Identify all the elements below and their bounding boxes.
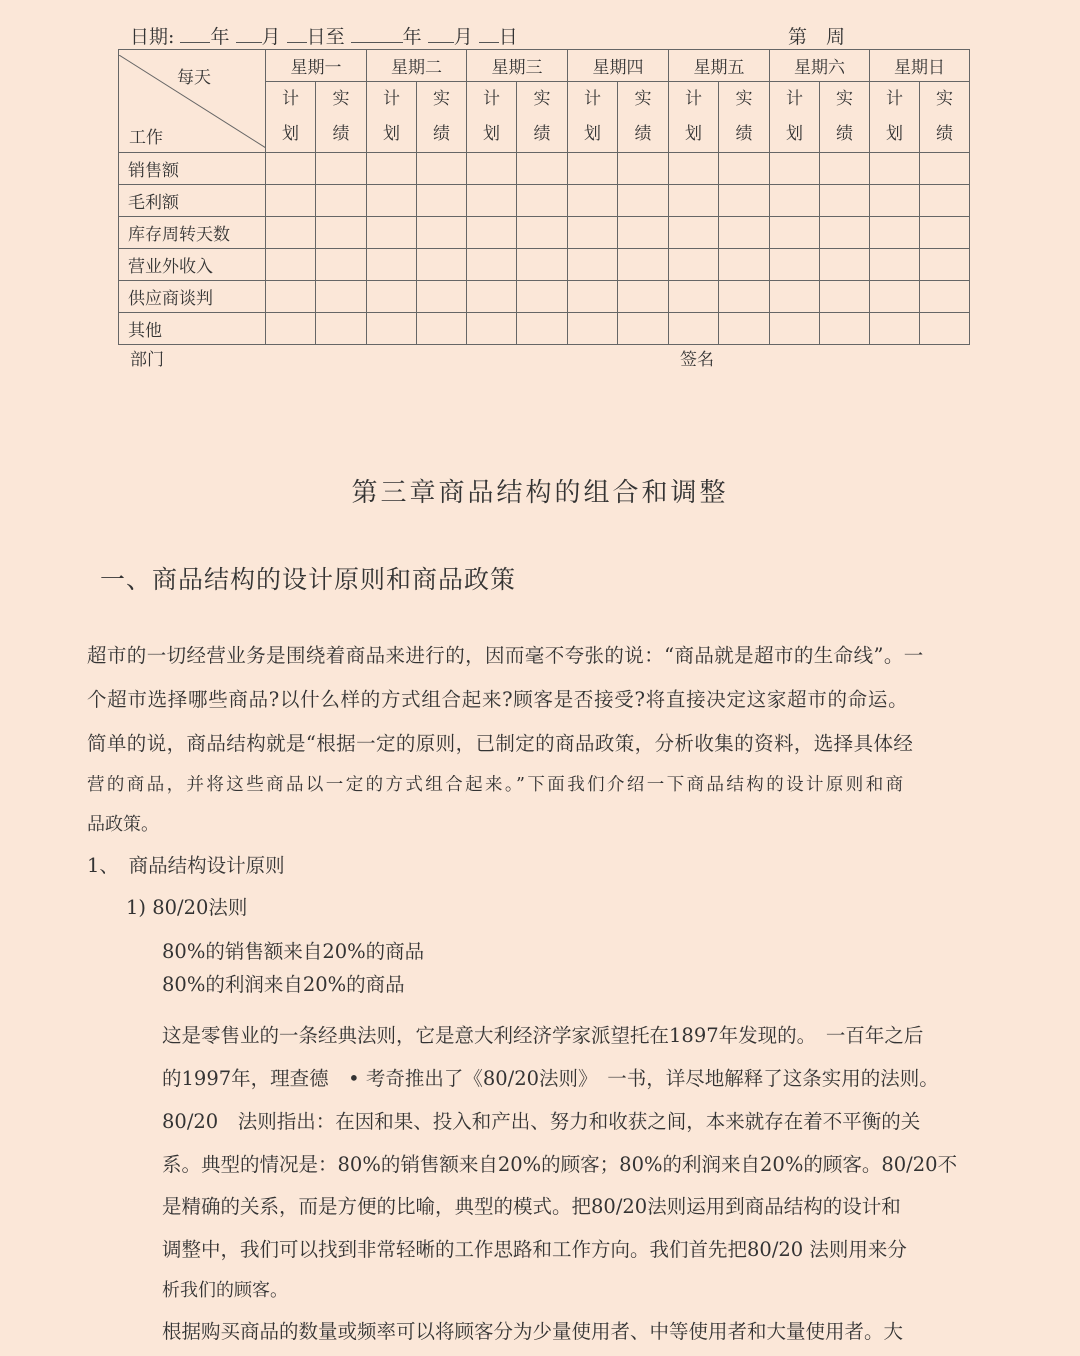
form-header	[130, 22, 518, 49]
intro-line: 品政策。	[87, 814, 159, 835]
entry-cell[interactable]	[367, 249, 417, 281]
plan-header	[467, 82, 517, 153]
body-line: 是精确的关系，而是方便的比喻，典型的模式。把80/20法则运用到商品结构的设计和	[162, 1195, 901, 1218]
day2-field[interactable]	[479, 28, 499, 43]
actual-top-char: 实	[936, 89, 953, 109]
plan-top-char: 计	[383, 89, 400, 109]
year-label: 年	[210, 26, 230, 48]
entry-cell[interactable]	[266, 217, 316, 249]
table-row	[119, 313, 970, 345]
intro-line: 超市的一切经营业务是围绕着商品来进行的，因而毫不夸张的说：“商品就是超市的生命线”。一	[87, 644, 924, 667]
entry-cell[interactable]	[870, 217, 920, 249]
row-label: 供应商谈判	[119, 281, 266, 313]
actual-header	[719, 82, 770, 153]
entry-cell[interactable]	[719, 313, 770, 345]
rule-line: 80%的销售额来自20%的商品	[162, 940, 425, 963]
entry-cell[interactable]	[266, 153, 316, 185]
day-header: 星期六	[770, 50, 870, 82]
entry-cell[interactable]	[618, 249, 669, 281]
entry-cell[interactable]	[417, 249, 467, 281]
row-label: 库存周转天数	[119, 217, 266, 249]
actual-header	[316, 82, 367, 153]
row-label: 销售额	[119, 153, 266, 185]
entry-cell[interactable]	[467, 281, 517, 313]
entry-cell[interactable]	[467, 185, 517, 217]
entry-cell[interactable]	[669, 313, 719, 345]
entry-cell[interactable]	[920, 217, 970, 249]
entry-cell[interactable]	[367, 313, 417, 345]
month2-field[interactable]	[428, 28, 454, 43]
entry-cell[interactable]	[568, 185, 618, 217]
day-header: 星期三	[467, 50, 568, 82]
plan-header	[568, 82, 618, 153]
entry-cell[interactable]	[920, 185, 970, 217]
day2-label: 日	[498, 26, 518, 48]
actual-bottom-char: 绩	[735, 124, 753, 144]
table-row	[119, 217, 970, 249]
body-line: 析我们的顾客。	[162, 1280, 288, 1301]
entry-cell[interactable]	[266, 281, 316, 313]
entry-cell[interactable]	[870, 281, 920, 313]
actual-header	[517, 82, 568, 153]
entry-cell[interactable]	[920, 313, 970, 345]
entry-cell[interactable]	[316, 153, 367, 185]
actual-header	[820, 82, 870, 153]
day-field[interactable]	[287, 28, 307, 43]
entry-cell[interactable]	[870, 153, 920, 185]
entry-cell[interactable]	[266, 249, 316, 281]
intro-line: 简单的说，商品结构就是“根据一定的原则，已制定的商品政策，分析收集的资料，选择具体经	[87, 732, 914, 755]
entry-cell[interactable]	[770, 313, 820, 345]
entry-cell[interactable]	[316, 281, 367, 313]
entry-cell[interactable]	[770, 185, 820, 217]
section-title: 一、商品结构的设计原则和商品政策	[100, 565, 517, 594]
entry-cell[interactable]	[820, 185, 870, 217]
sign-label: 签名	[680, 350, 714, 370]
actual-top-char: 实	[533, 89, 551, 109]
actual-bottom-char: 绩	[936, 124, 953, 144]
plan-header	[770, 82, 820, 153]
entry-cell[interactable]	[618, 185, 669, 217]
table-row	[119, 281, 970, 313]
entry-cell[interactable]	[316, 313, 367, 345]
intro-line: 营的商品，并将这些商品以一定的方式组合起来。”下面我们介绍一下商品结构的设计原则和商	[87, 775, 906, 795]
date-label: 日期:	[130, 26, 175, 48]
entry-cell[interactable]	[719, 153, 770, 185]
intro-line: 个超市选择哪些商品?以什么样的方式组合起来?顾客是否接受?将直接决定这家超市的命运。	[87, 688, 909, 711]
plan-bottom-char: 划	[786, 124, 803, 144]
actual-top-char: 实	[433, 89, 450, 109]
chapter-title: 第三章商品结构的组合和调整	[351, 478, 729, 508]
entry-cell[interactable]	[719, 185, 770, 217]
entry-cell[interactable]	[568, 153, 618, 185]
actual-bottom-char: 绩	[332, 124, 350, 144]
body-line: 的1997年，理查德 • 考奇推出了《80/20法则》 一书，详尽地解释了这条实用的法则。	[162, 1067, 939, 1090]
plan-top-char: 计	[786, 89, 803, 109]
entry-cell[interactable]	[820, 249, 870, 281]
entry-cell[interactable]	[417, 313, 467, 345]
subitem-heading: 1) 80/20法则	[126, 896, 248, 919]
table-row	[119, 185, 970, 217]
plan-bottom-char: 划	[483, 124, 500, 144]
entry-cell[interactable]	[517, 153, 568, 185]
entry-cell[interactable]	[568, 249, 618, 281]
entry-cell[interactable]	[517, 281, 568, 313]
rule-line: 80%的利润来自20%的商品	[162, 973, 405, 996]
entry-cell[interactable]	[770, 249, 820, 281]
row-label: 营业外收入	[119, 249, 266, 281]
row-label: 其他	[119, 313, 266, 345]
entry-cell[interactable]	[568, 217, 618, 249]
entry-cell[interactable]	[770, 153, 820, 185]
entry-cell[interactable]	[568, 313, 618, 345]
body-line: 这是零售业的一条经典法则，它是意大利经济学家派望托在1897年发现的。 一百年之后	[162, 1024, 924, 1047]
entry-cell[interactable]	[820, 217, 870, 249]
table-row	[119, 153, 970, 185]
entry-cell[interactable]	[316, 217, 367, 249]
year2-label: 年	[402, 26, 422, 48]
plan-bottom-char: 划	[886, 124, 903, 144]
entry-cell[interactable]	[467, 313, 517, 345]
entry-cell[interactable]	[417, 185, 467, 217]
entry-cell[interactable]	[719, 249, 770, 281]
day-header: 星期二	[367, 50, 467, 82]
entry-cell[interactable]	[920, 249, 970, 281]
entry-cell[interactable]	[467, 217, 517, 249]
entry-cell[interactable]	[367, 185, 417, 217]
dept-label: 部门	[130, 350, 164, 370]
diag-bottom-label: 工作	[129, 127, 163, 148]
entry-cell[interactable]	[517, 185, 568, 217]
entry-cell[interactable]	[820, 281, 870, 313]
entry-cell[interactable]	[669, 153, 719, 185]
plan-top-char: 计	[584, 89, 601, 109]
entry-cell[interactable]	[770, 217, 820, 249]
diag-top-label: 每天	[177, 67, 211, 88]
entry-cell[interactable]	[719, 217, 770, 249]
month-label: 月	[261, 26, 281, 48]
entry-cell[interactable]	[870, 249, 920, 281]
actual-bottom-char: 绩	[533, 124, 551, 144]
actual-top-char: 实	[634, 89, 652, 109]
entry-cell[interactable]	[467, 153, 517, 185]
entry-cell[interactable]	[517, 217, 568, 249]
plan-bottom-char: 划	[685, 124, 702, 144]
month2-label: 月	[453, 26, 473, 48]
plan-top-char: 计	[685, 89, 702, 109]
entry-cell[interactable]	[618, 217, 669, 249]
plan-top-char: 计	[483, 89, 500, 109]
day-header: 星期五	[669, 50, 770, 82]
month-field[interactable]	[236, 28, 262, 43]
actual-header	[920, 82, 970, 153]
entry-cell[interactable]	[669, 249, 719, 281]
entry-cell[interactable]	[870, 185, 920, 217]
body-line: 80/20 法则指出：在因和果、投入和产出、努力和收获之间，本来就存在着不平衡的关	[162, 1110, 921, 1133]
entry-cell[interactable]	[719, 281, 770, 313]
day-header: 星期一	[266, 50, 367, 82]
plan-header	[669, 82, 719, 153]
plan-header	[266, 82, 316, 153]
entry-cell[interactable]	[367, 281, 417, 313]
entry-cell[interactable]	[770, 281, 820, 313]
entry-cell[interactable]	[568, 281, 618, 313]
entry-cell[interactable]	[920, 153, 970, 185]
plan-header	[367, 82, 417, 153]
actual-header	[417, 82, 467, 153]
entry-cell[interactable]	[316, 249, 367, 281]
day-header: 星期日	[870, 50, 970, 82]
plan-top-char: 计	[886, 89, 903, 109]
entry-cell[interactable]	[669, 217, 719, 249]
actual-bottom-char: 绩	[634, 124, 652, 144]
actual-top-char: 实	[735, 89, 753, 109]
entry-cell[interactable]	[618, 313, 669, 345]
entry-cell[interactable]	[820, 313, 870, 345]
entry-cell[interactable]	[266, 313, 316, 345]
entry-cell[interactable]	[669, 281, 719, 313]
actual-bottom-char: 绩	[836, 124, 853, 144]
entry-cell[interactable]	[618, 281, 669, 313]
entry-cell[interactable]	[417, 281, 467, 313]
body-line: 调整中，我们可以找到非常轻晰的工作思路和工作方向。我们首先把80/20 法则用来分	[162, 1238, 907, 1261]
entry-cell[interactable]	[517, 249, 568, 281]
entry-cell[interactable]	[367, 153, 417, 185]
entry-cell[interactable]	[669, 185, 719, 217]
weekly-plan-table	[118, 49, 970, 345]
day-header: 星期四	[568, 50, 669, 82]
plan-bottom-char: 划	[584, 124, 601, 144]
body-line: 根据购买商品的数量或频率可以将顾客分为少量使用者、中等使用者和大量使用者。大	[162, 1320, 904, 1343]
entry-cell[interactable]	[367, 217, 417, 249]
entry-cell[interactable]	[316, 185, 367, 217]
actual-header	[618, 82, 669, 153]
entry-cell[interactable]	[266, 185, 316, 217]
entry-cell[interactable]	[417, 217, 467, 249]
diagonal-header-cell	[119, 50, 266, 153]
entry-cell[interactable]	[618, 153, 669, 185]
entry-cell[interactable]	[820, 153, 870, 185]
plan-top-char: 计	[282, 89, 299, 109]
item-heading: 1、 商品结构设计原则	[87, 854, 285, 877]
day-to-label: 日至	[306, 26, 345, 48]
plan-bottom-char: 划	[383, 124, 400, 144]
plan-header	[870, 82, 920, 153]
actual-top-char: 实	[836, 89, 853, 109]
table-row	[119, 249, 970, 281]
entry-cell[interactable]	[920, 281, 970, 313]
plan-bottom-char: 划	[282, 124, 299, 144]
body-line: 系。典型的情况是：80%的销售额来自20%的顾客；80%的利润来自20%的顾客。80/20不	[162, 1153, 958, 1176]
actual-bottom-char: 绩	[433, 124, 450, 144]
week-label: 第 周	[788, 26, 846, 48]
year2-field[interactable]	[351, 28, 403, 43]
entry-cell[interactable]	[870, 313, 920, 345]
entry-cell[interactable]	[517, 313, 568, 345]
actual-top-char: 实	[332, 89, 350, 109]
row-label: 毛利额	[119, 185, 266, 217]
entry-cell[interactable]	[417, 153, 467, 185]
entry-cell[interactable]	[467, 249, 517, 281]
year-field[interactable]	[180, 28, 210, 43]
